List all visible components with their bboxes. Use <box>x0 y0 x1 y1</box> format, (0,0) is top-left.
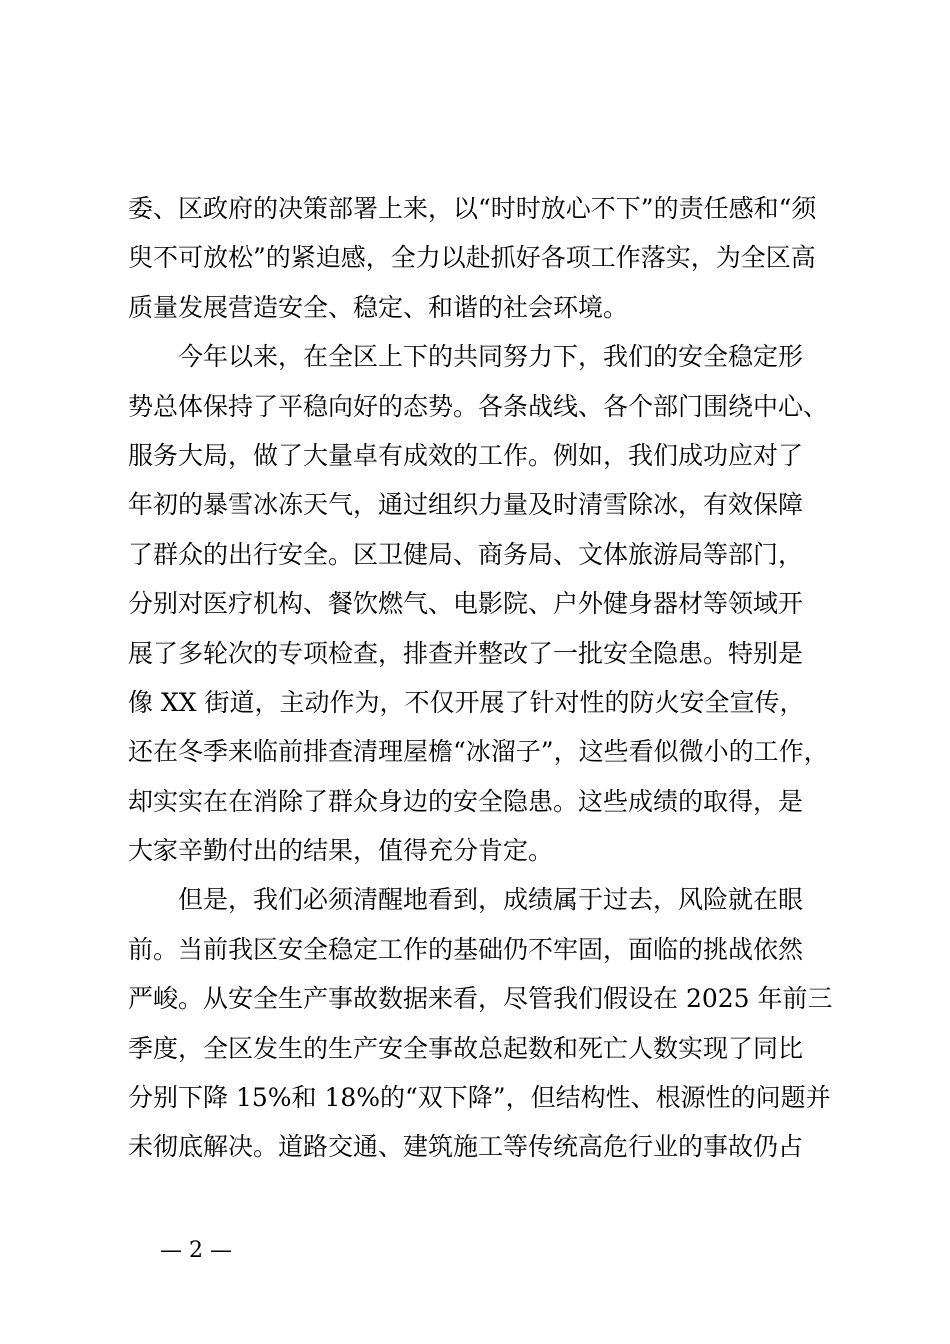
text-line: 大家辛勤付出的结果，值得充分肯定。 <box>128 836 554 866</box>
text-line: 质量发展营造安全、稳定、和谐的社会环境。 <box>128 292 629 322</box>
text-line: 了群众的出行安全。区卫健局、商务局、文体旅游局等部门， <box>128 539 804 569</box>
body-text <box>128 184 848 1172</box>
text-line: 展了多轮次的专项检查，排查并整改了一批安全隐患。特别是 <box>128 638 804 668</box>
text-line: 严峻。从安全生产事故数据来看，尽管我们假设在 2025 年前三 <box>128 984 833 1014</box>
page-number: — 2 — <box>160 1238 232 1263</box>
text-line: 势总体保持了平稳向好的态势。各条战线、各个部门围绕中心、 <box>128 391 829 421</box>
text-line: 还在冬季来临前排查清理屋檐“冰溜子”，这些看似微小的工作， <box>128 737 829 767</box>
text-line: 季度，全区发生的生产安全事故总起数和死亡人数实现了同比 <box>128 1033 804 1063</box>
text-line: 分别对医疗机构、餐饮燃气、电影院、户外健身器材等领域开 <box>128 589 804 619</box>
text-line: 但是，我们必须清醒地看到，成绩属于过去，风险就在眼 <box>178 885 804 915</box>
text-line: 服务大局，做了大量卓有成效的工作。例如，我们成功应对了 <box>128 440 804 470</box>
text-line: 未彻底解决。道路交通、建筑施工等传统高危行业的事故仍占 <box>128 1132 804 1162</box>
text-line: 像 XX 街道，主动作为，不仅开展了针对性的防火安全宣传， <box>128 687 805 717</box>
text-line: 分别下降 15%和 18%的“双下降”，但结构性、根源性的问题并 <box>128 1083 831 1113</box>
text-line: 委、区政府的决策部署上来，以“时时放心不下”的责任感和“须 <box>128 194 817 223</box>
text-line: 却实实在在消除了群众身边的安全隐患。这些成绩的取得，是 <box>128 786 804 816</box>
text-line: 前。当前我区安全稳定工作的基础仍不牢固，面临的挑战依然 <box>128 934 804 964</box>
text-line: 臾不可放松”的紧迫感，全力以赴抓好各项工作落实，为全区高 <box>128 243 816 273</box>
text-line: 今年以来，在全区上下的共同努力下，我们的安全稳定形 <box>178 342 804 372</box>
text-line: 年初的暴雪冰冻天气，通过组织力量及时清雪除冰，有效保障 <box>128 490 804 520</box>
